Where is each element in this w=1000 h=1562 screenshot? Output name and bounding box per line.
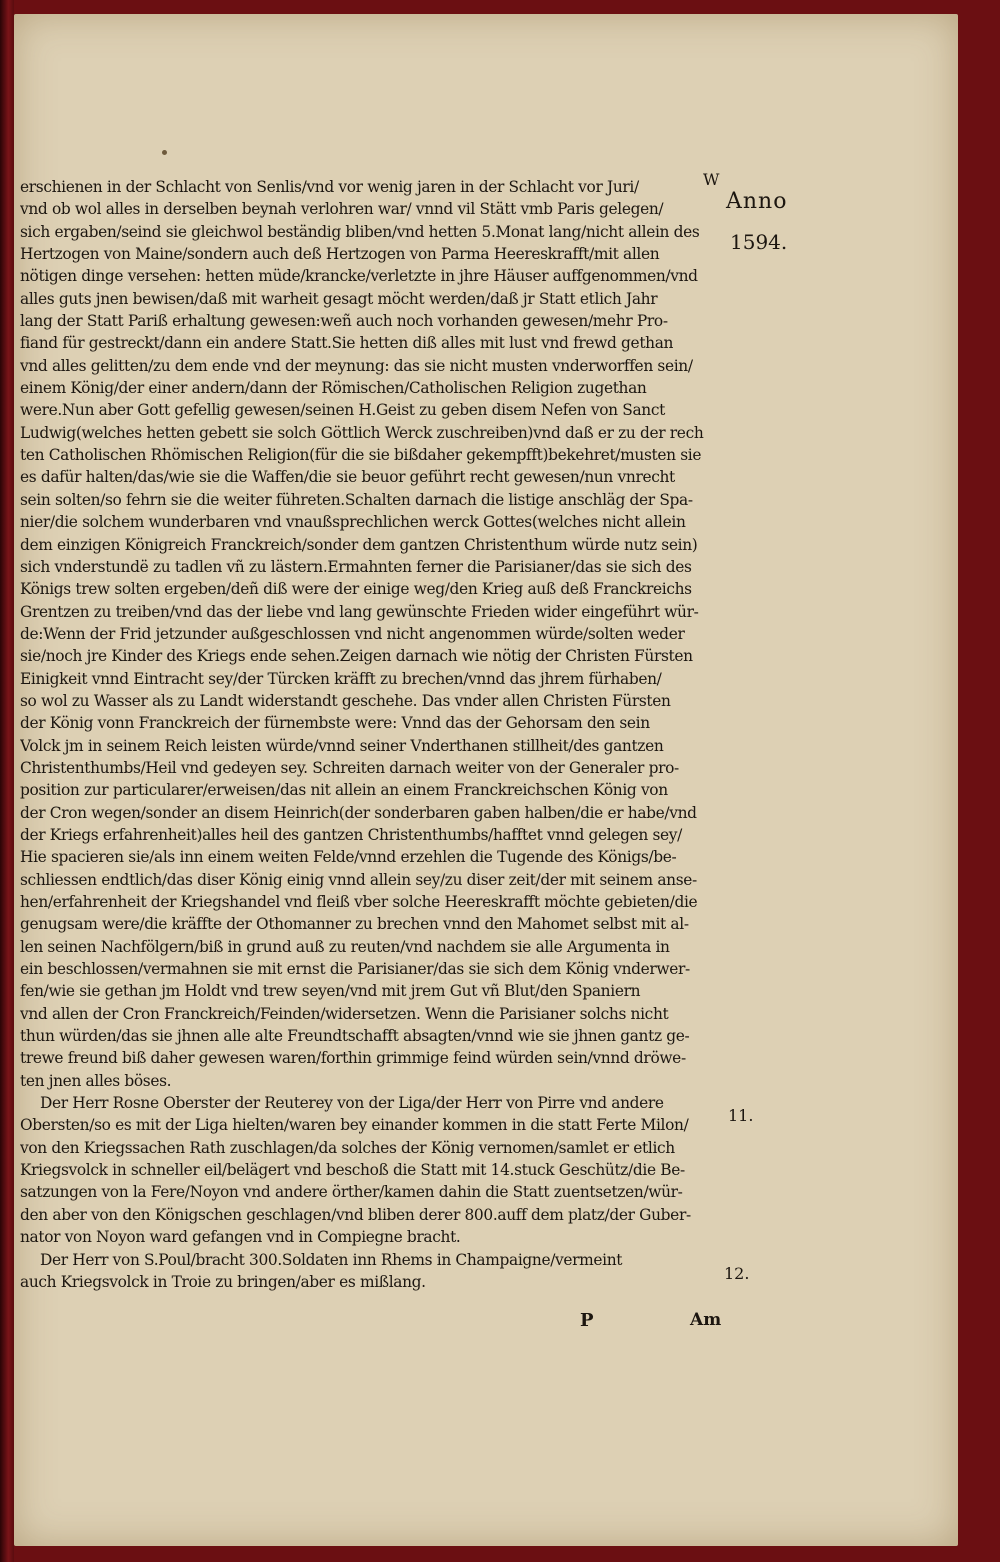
body-text bbox=[20, 176, 718, 1293]
margin-note-11: 11. bbox=[728, 1106, 754, 1125]
text-line: lang der Statt Pariß erhaltung gewesen:weñ auch noch vorhanden gewesen/mehr Pro- bbox=[20, 312, 668, 331]
book-spine-edge bbox=[0, 0, 14, 1562]
text-line: den aber von den Königschen geschlagen/vnd bliben derer 800.auff dem platz/der Guber- bbox=[20, 1205, 691, 1224]
text-line: ten jnen alles böses. bbox=[20, 1071, 172, 1090]
page-mark: W bbox=[703, 170, 720, 189]
text-line: ein beschlossen/vermahnen sie mit ernst die Parisianer/das sie sich dem König vnderwer- bbox=[20, 960, 690, 979]
text-line: were.Nun aber Gott gefellig gewesen/seinen H.Geist zu geben disem Nefen von Sanct bbox=[20, 401, 665, 420]
catchword: Am bbox=[690, 1310, 722, 1330]
text-line: Kriegsvolck in schneller eil/belägert vnd beschoß die Statt mit 14.stuck Geschütz/die Be- bbox=[20, 1161, 685, 1180]
text-line: Der Herr Rosne Oberster der Reuterey von der Liga/der Herr von Pirre vnd andere bbox=[40, 1094, 664, 1113]
text-line: len seinen Nachfölgern/biß in grund auß zu reuten/vnd nachdem sie alle Argumenta in bbox=[20, 937, 670, 956]
text-line: Grentzen zu treiben/vnd das der liebe vnd lang gewünschte Frieden wider eingeführt wür- bbox=[20, 602, 699, 621]
text-line: von den Kriegssachen Rath zuschlagen/da solches der König vernomen/samlet er etlich bbox=[20, 1138, 675, 1157]
text-line: fiand für gestreckt/dann ein andere Statt.Sie hetten diß alles mit lust vnd frewd gethan bbox=[20, 334, 674, 353]
text-line: trewe freund biß daher gewesen waren/forthin grimmige feind würden sein/vnnd dröwe- bbox=[20, 1049, 686, 1068]
text-line: nötigen dinge versehen: hetten müde/krancke/verletzte in jhre Häuser auffgenommen/vnd bbox=[20, 267, 698, 286]
text-line: Obersten/so es mit der Liga hielten/waren bey einander kommen in die statt Ferte Milon/ bbox=[20, 1116, 689, 1135]
text-line: Königs trew solten ergeben/deñ diß were der einige weg/den Krieg auß deß Franckreichs bbox=[20, 580, 692, 599]
text-line: Hertzogen von Maine/sondern auch deß Hertzogen von Parma Heereskrafft/mit allen bbox=[20, 245, 660, 264]
text-line: sein solten/so fehrn sie die weiter führeten.Schalten darnach die listige anschläg der Spa- bbox=[20, 490, 693, 509]
text-line: sich ergaben/seind sie gleichwol beständig bliben/vnd hetten 5.Monat lang/nicht allein des bbox=[20, 222, 700, 241]
text-line: auch Kriegsvolck in Troie zu bringen/aber es mißlang. bbox=[20, 1272, 426, 1291]
text-line: erschienen in der Schlacht von Senlis/vnd vor wenig jaren in der Schlacht vor Juri/ bbox=[20, 178, 639, 196]
text-line: Hie spacieren sie/als inn einem weiten Felde/vnnd erzehlen die Tugende des Königs/be- bbox=[20, 848, 677, 867]
paper-speck bbox=[162, 150, 167, 155]
text-line: alles guts jnen bewisen/daß mit warheit gesagt möcht werden/daß jr Statt etlich Jahr bbox=[20, 289, 658, 308]
text-line: Christenthumbs/Heil vnd gedeyen sey. Schreiten darnach weiter von der Generaler pro- bbox=[20, 758, 679, 777]
text-line: position zur particularer/erweisen/das nit allein an einem Franckreichschen König von bbox=[20, 781, 668, 800]
text-line: genugsam were/die kräffte der Othomanner zu brechen vnnd den Mahomet selbst mit al- bbox=[20, 915, 689, 934]
text-line: nator von Noyon ward gefangen vnd in Compiegne bracht. bbox=[20, 1228, 461, 1247]
text-line: hen/erfahrenheit der Kriegshandel vnd fleiß vber solche Heereskrafft möchte gebieten/die bbox=[20, 893, 698, 911]
text-line: nier/die solchem wunderbaren vnd vnaußsprechlichen werck Gottes(welches nicht allein bbox=[20, 513, 686, 532]
text-line: thun würden/das sie jhnen alle alte Freundtschafft absagten/vnnd wie sie jhnen gantz ge- bbox=[20, 1027, 690, 1046]
text-line: dem einzigen Königreich Franckreich/sonder dem gantzen Christenthum würde nutz sein) bbox=[20, 535, 698, 554]
text-line: der Cron wegen/sonder an disem Heinrich(der sonderbaren gaben halben/die er habe/vnd bbox=[20, 803, 697, 822]
margin-note-12: 12. bbox=[724, 1264, 750, 1283]
folio-signature: P bbox=[580, 1310, 594, 1331]
text-line: der Kriegs erfahrenheit)alles heil des gantzen Christenthumbs/hafftet vnnd gelegen sey/ bbox=[20, 825, 682, 844]
text-line: de:Wenn der Frid jetzunder außgeschlossen vnd nicht angenommen würde/solten weder bbox=[20, 624, 685, 643]
text-line: der König vonn Franckreich der fürnembste were: Vnnd das der Gehorsam den sein bbox=[20, 714, 650, 733]
text-line: sie/noch jre Kinder des Kriegs ende sehen.Zeigen darnach wie nötig der Christen Fürsten bbox=[20, 647, 693, 666]
text-line: Einigkeit vnnd Eintracht sey/der Türcken kräfft zu brechen/vnnd das jhrem fürhaben/ bbox=[20, 669, 662, 688]
text-line: Volck jm in seinem Reich leisten würde/vnnd seiner Vnderthanen stillheit/des gantzen bbox=[20, 736, 664, 755]
text-line: vnd allen der Cron Franckreich/Feinden/widersetzen. Wenn die Parisianer solchs nicht bbox=[20, 1004, 669, 1023]
margin-anno: Anno bbox=[726, 189, 788, 214]
text-line: vnd ob wol alles in derselben beynah verlohren war/ vnnd vil Stätt vmb Paris gelegen/ bbox=[20, 200, 664, 219]
margin-year: 1594. bbox=[730, 230, 788, 254]
text-line: ten Catholischen Rhömischen Religion(für die sie bißdaher gekempfft)bekehret/musten sie bbox=[20, 446, 702, 465]
text-line: sich vnderstundë zu tadlen vñ zu lästern.Ermahnten ferner die Parisianer/das sie sich des bbox=[20, 557, 692, 576]
text-line: vnd alles gelitten/zu dem ende vnd der meynung: das sie nicht musten vnderworffen sein/ bbox=[20, 356, 693, 375]
text-line: Der Herr von S.Poul/bracht 300.Soldaten inn Rhems in Champaigne/vermeint bbox=[40, 1250, 623, 1269]
text-line: schliessen endtlich/das diser König einig vnnd allein sey/zu diser zeit/der mit seinem anse- bbox=[20, 870, 697, 889]
text-line: Ludwig(welches hetten gebett sie solch Göttlich Werck zuschreiben)vnd daß er zu der rech bbox=[20, 423, 704, 442]
text-line: fen/wie sie gethan jm Holdt vnd trew seyen/vnd mit jrem Gut vñ Blut/den Spaniern bbox=[20, 982, 641, 1001]
text-line: satzungen von la Fere/Noyon vnd andere örther/kamen dahin die Statt zuentsetzen/wür- bbox=[20, 1183, 683, 1202]
text-line: einem König/der einer andern/dann der Römischen/Catholischen Religion zugethan bbox=[20, 379, 647, 398]
text-line: es dafür halten/das/wie sie die Waffen/die sie beuor geführt recht gewesen/nun vnrecht bbox=[20, 468, 675, 487]
text-line: so wol zu Wasser als zu Landt widerstandt geschehe. Das vnder allen Christen Fürsten bbox=[20, 691, 671, 710]
